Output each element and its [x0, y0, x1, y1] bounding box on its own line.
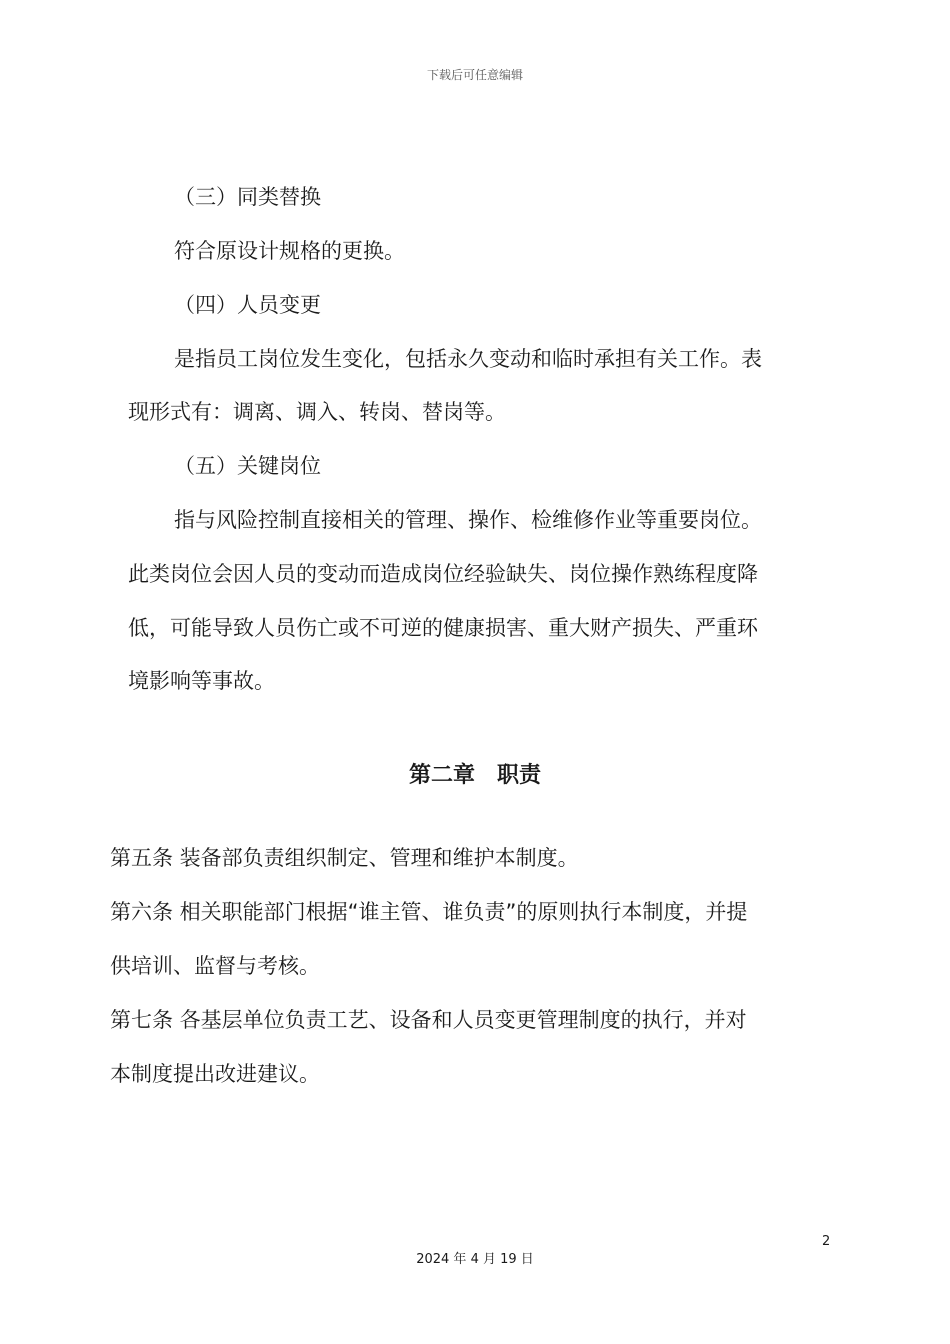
chapter-title: 第二章 职责	[408, 763, 541, 788]
section3-body: 符合原设计规格的更换。	[174, 239, 405, 263]
section3-title: （三）同类替换	[174, 185, 321, 209]
section4-line1: 是指员工岗位发生变化，包括永久变动和临时承担有关工作。表	[174, 347, 762, 371]
section5-line4: 境影响等事故。	[128, 669, 275, 693]
section5-line2: 此类岗位会因人员的变动而造成岗位经验缺失、岗位操作熟练程度降	[128, 562, 758, 586]
footer-date: 2024 年 4 月 19 日	[416, 1252, 534, 1267]
article5-line1: 第五条 装备部负责组织制定、管理和维护本制度。	[110, 846, 579, 870]
article6-line2: 供培训、监督与考核。	[110, 954, 320, 978]
page-number: 2	[822, 1234, 831, 1249]
page-header: 下载后可任意编辑	[426, 68, 523, 82]
section5-title: （五）关键岗位	[174, 454, 321, 478]
article6-line1: 第六条 相关职能部门根据“谁主管、谁负责”的原则执行本制度，并提	[110, 900, 748, 924]
section4-line2: 现形式有：调离、调入、转岗、替岗等。	[128, 400, 506, 424]
section5-line1: 指与风险控制直接相关的管理、操作、检维修作业等重要岗位。	[174, 508, 762, 532]
section4-title: （四）人员变更	[174, 293, 321, 317]
article7-line1: 第七条 各基层单位负责工艺、设备和人员变更管理制度的执行，并对	[110, 1008, 747, 1032]
article7-line2: 本制度提出改进建议。	[110, 1062, 320, 1086]
section5-line3: 低，可能导致人员伤亡或不可逆的健康损害、重大财产损失、严重环	[128, 616, 758, 640]
